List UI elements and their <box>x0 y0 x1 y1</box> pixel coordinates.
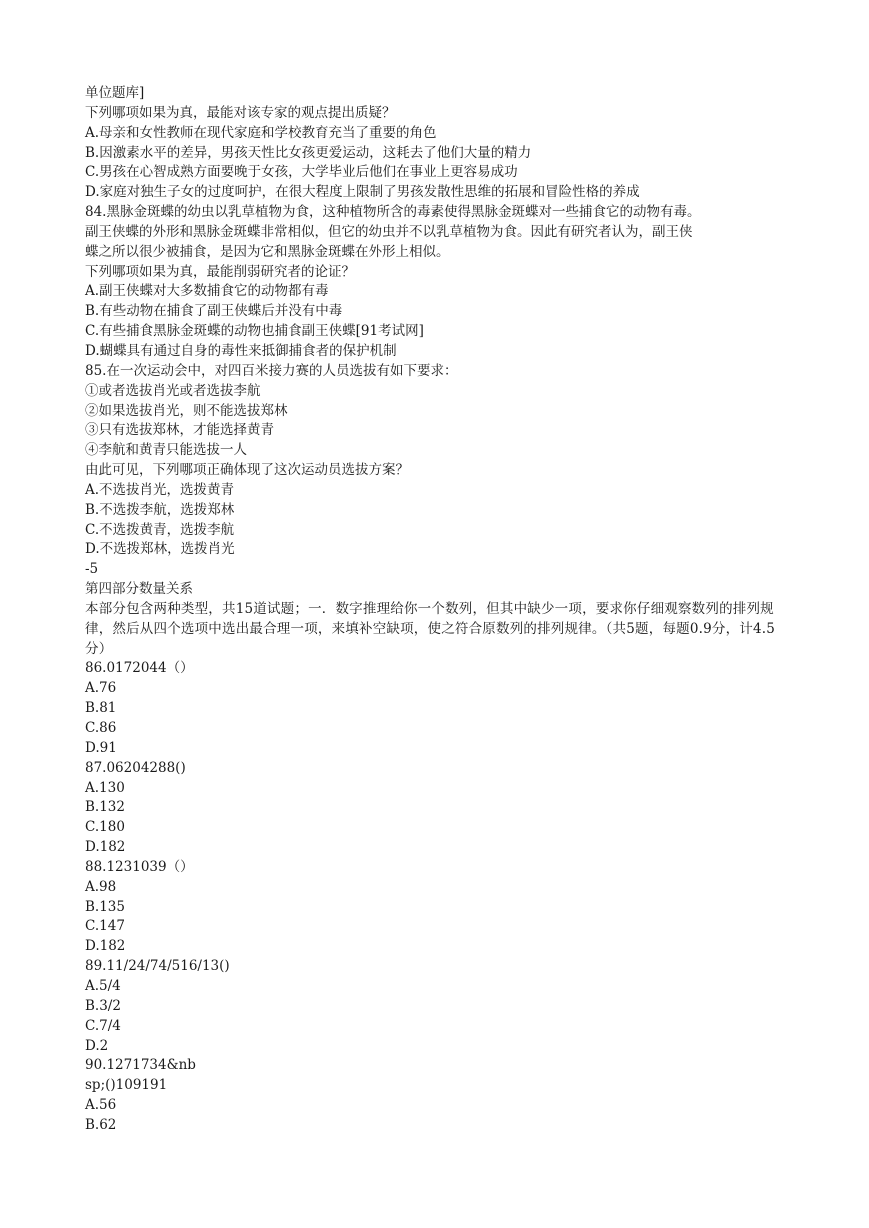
text-line: D.2 <box>85 1037 109 1054</box>
text-line: 90.1271734&nb <box>85 1057 196 1074</box>
text-line: sp;()109191 <box>85 1077 168 1094</box>
text-line: D.91 <box>85 739 117 756</box>
text-line: 87.06204288() <box>85 759 186 776</box>
text-line: B.不选拨李航，选拨郑林 <box>85 501 235 518</box>
text-line: 下列哪项如果为真，最能对该专家的观点提出质疑？ <box>85 104 396 121</box>
text-line: D.182 <box>85 839 126 856</box>
text-line: 85.在一次运动会中，对四百米接力赛的人员选拔有如下要求： <box>85 362 458 379</box>
text-line: 副王侠蝶的外形和黑脉金斑蝶非常相似，但它的幼虫并不以乳草植物为食。因此有研究者认为，副王侠 <box>85 223 693 240</box>
text-line: ④李航和黄青只能选拔一人 <box>85 442 247 459</box>
text-line: A.不选拔肖光，选拨黄青 <box>85 481 235 498</box>
text-line: 单位题库] <box>85 85 145 101</box>
text-line: A.98 <box>85 878 117 895</box>
text-line: 第四部分数量关系 <box>85 581 193 598</box>
text-line: 84.黑脉金斑蝶的幼虫以乳草植物为食，这种植物所含的毒素使得黑脉金斑蝶对一些捕食它的动物有毒。 <box>85 204 701 221</box>
text-line: 蝶之所以很少被捕食，是因为它和黑脉金斑蝶在外形上相似。 <box>85 243 450 260</box>
text-line: 88.1231039（） <box>85 858 194 875</box>
text-line: B.132 <box>85 799 125 816</box>
text-line: C.147 <box>85 918 125 935</box>
text-line: C.180 <box>85 819 125 836</box>
text-line: 由此可见，下列哪项正确体现了这次运动员选拔方案？ <box>85 462 409 479</box>
text-line: A.母亲和女性教师在现代家庭和学校教育充当了重要的角色 <box>85 124 437 141</box>
text-line: A.5/4 <box>85 977 121 994</box>
text-line: A.56 <box>85 1097 117 1114</box>
text-line: C.86 <box>85 720 117 736</box>
text-line: B.有些动物在捕食了副王侠蝶后并没有中毒 <box>85 303 343 320</box>
text-line: ②如果选拔肖光，则不能选拔郑林 <box>85 402 288 419</box>
text-line: D.不选拨郑林，选拨肖光 <box>85 541 235 558</box>
text-line: C.男孩在心智成熟方面要晚于女孩，大学毕业后他们在事业上更容易成功 <box>85 164 518 181</box>
text-line: ①或者选拔肖光或者选拔李航 <box>85 382 261 399</box>
text-line: -5 <box>85 561 99 578</box>
text-line: 下列哪项如果为真，最能削弱研究者的论证？ <box>85 263 355 280</box>
text-line: ③只有选拔郑林，才能选择黄青 <box>85 422 274 439</box>
text-line: C.不选拨黄青，选拨李航 <box>85 521 235 538</box>
text-line: 89.11/24/74/516/13() <box>85 958 230 975</box>
document-page <box>85 84 785 1136</box>
text-line: A.76 <box>85 680 117 697</box>
text-line: C.7/4 <box>85 1017 121 1034</box>
text-line: A.副王侠蝶对大多数捕食它的动物都有毒 <box>85 283 329 300</box>
text-line: B.3/2 <box>85 997 121 1014</box>
text-line: 86.0172044（） <box>85 660 194 677</box>
text-line: D.182 <box>85 938 126 955</box>
text-line: B.135 <box>85 898 125 915</box>
section-intro-paragraph: 本部分包含两种类型，共15道试题；一．数字推理给你一个数列，但其中缺少一项，要求你仔细观察数列的排列规律，然后从四个选项中选出最合理一项，来填补空缺项，使之符合原数列的排列规律。（共5题，每题0.9分，计4.5分） <box>85 600 776 657</box>
text-block-upper <box>85 84 785 600</box>
text-line: A.130 <box>85 779 125 796</box>
text-line: B.62 <box>85 1116 117 1133</box>
text-line: B.因激素水平的差异，男孩天性比女孩更爱运动，这耗去了他们大量的精力 <box>85 144 532 161</box>
text-line: D.蝴蝶具有通过自身的毒性来抵御捕食者的保护机制 <box>85 342 397 359</box>
text-block-lower <box>85 659 785 1135</box>
text-line: C.有些捕食黑脉金斑蝶的动物也捕食副王侠蝶[91考试网] <box>85 323 424 340</box>
text-line: B.81 <box>85 700 117 717</box>
text-line: D.家庭对独生子女的过度呵护，在很大程度上限制了男孩发散性思维的拓展和冒险性格的养成 <box>85 184 640 201</box>
